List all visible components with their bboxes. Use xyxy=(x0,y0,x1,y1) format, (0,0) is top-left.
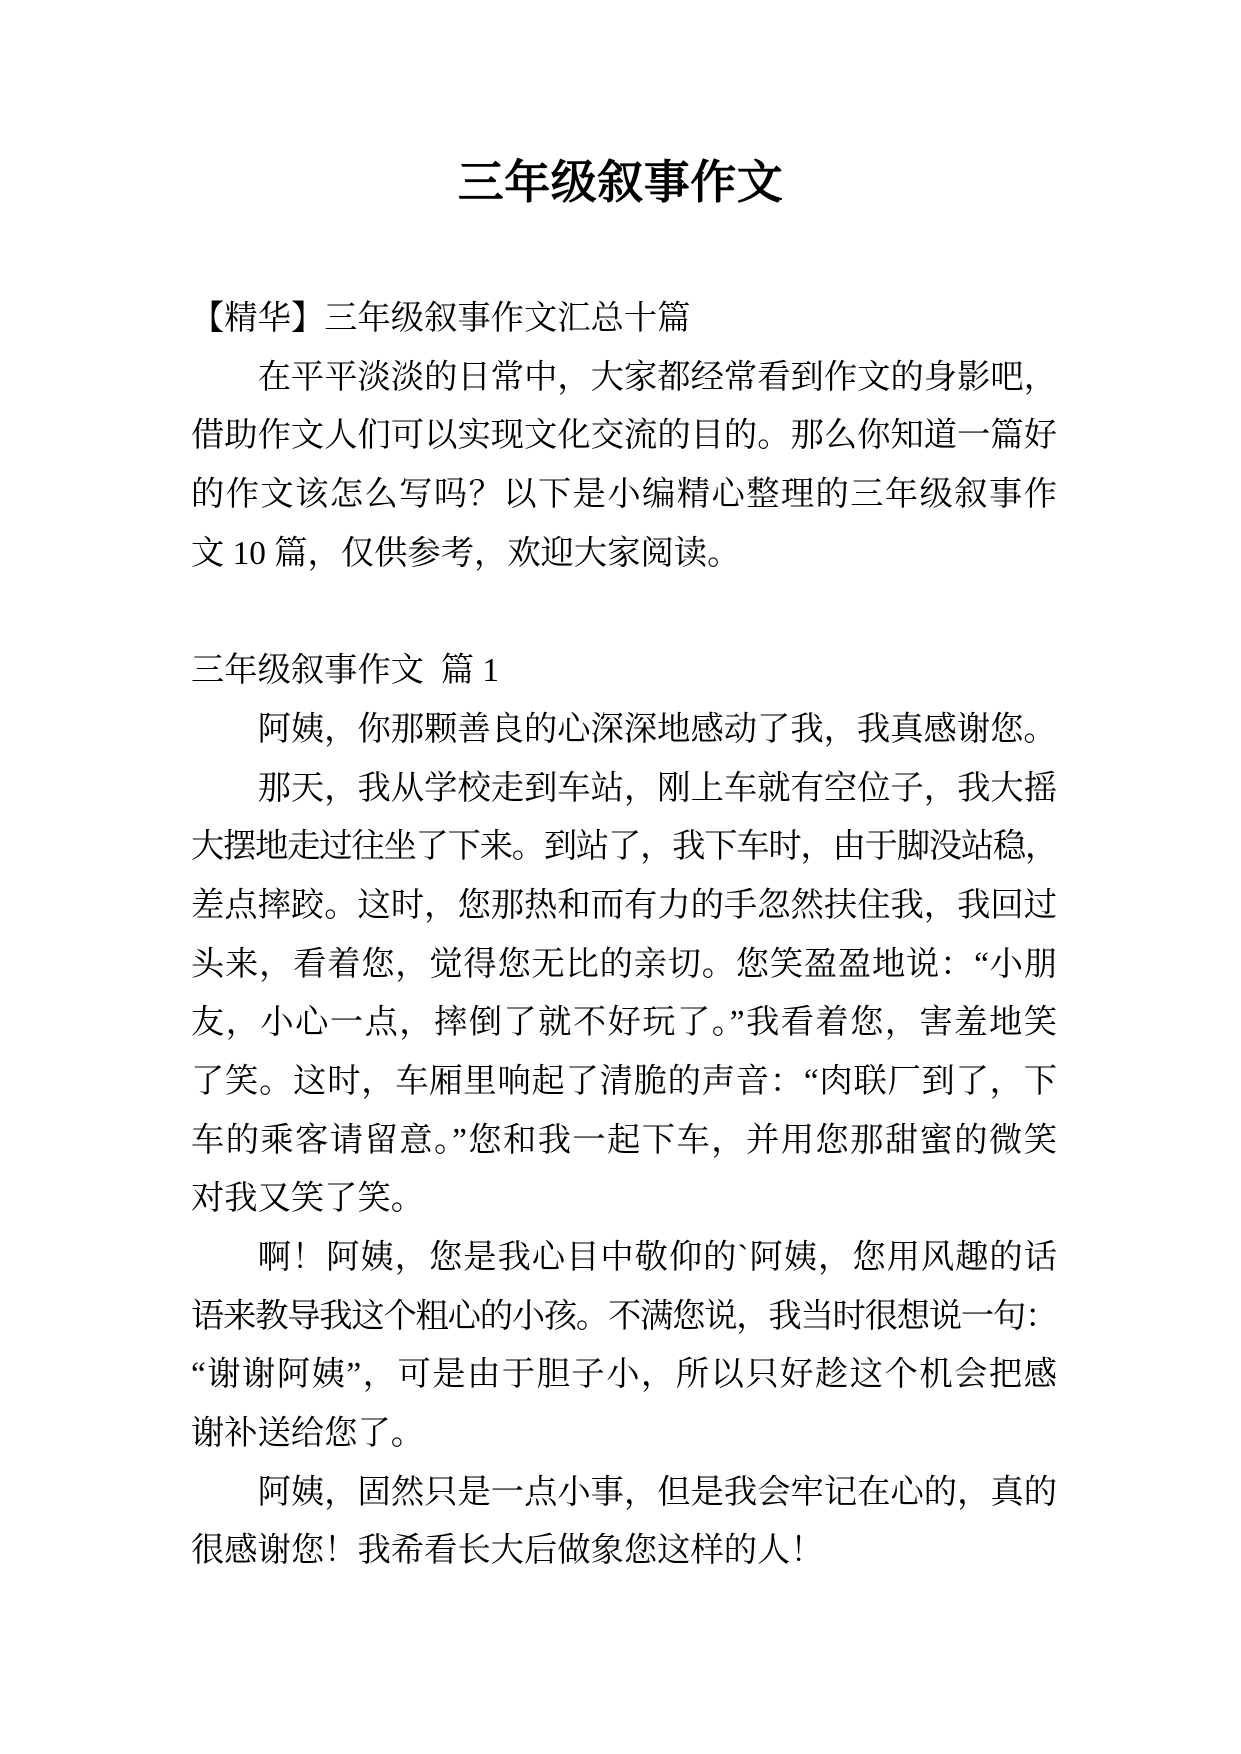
document-body xyxy=(191,290,1057,1581)
paragraph-line: 谢补送给您了。 xyxy=(191,1415,425,1453)
paragraph-line: 差点摔跤。这时，您那热和而有力的手忽然扶住我，我回过 xyxy=(191,886,1057,924)
paragraph-line: 阿姨，固然只是一点小事，但是我会牢记在心的，真的 xyxy=(257,1473,1057,1511)
paragraph-line: 很感谢您！我希看长大后做象您这样的人！ xyxy=(191,1532,824,1570)
paragraph-line: 了笑。这时，车厢里响起了清脆的声音：“肉联厂到了，下 xyxy=(191,1062,1057,1100)
paragraph-line: 阿姨，你那颗善良的心深深地感动了我，我真感谢您。 xyxy=(257,710,1057,748)
intro-line: 在平平淡淡的日常中，大家都经常看到作文的身影吧， xyxy=(257,358,1057,396)
paragraph-line: 语来教导我这个粗心的小孩。不满您说，我当时很想说一句： xyxy=(191,1297,1057,1335)
paragraph-line: “谢谢阿姨”，可是由于胆子小，所以只好趁这个机会把感 xyxy=(191,1356,1057,1394)
paragraph-line: 友，小心一点，摔倒了就不好玩了。”我看着您，害羞地笑 xyxy=(191,1004,1057,1042)
paragraph-line: 对我又笑了笑。 xyxy=(191,1180,425,1218)
intro-line: 借助作文人们可以实现文化交流的目的。那么你知道一篇好 xyxy=(191,417,1057,455)
essay-paragraph xyxy=(191,701,1057,760)
intro-line: 的作文该怎么写吗？以下是小编精心整理的三年级叙事作 xyxy=(191,476,1057,514)
paragraph-line: 那天，我从学校走到车站，刚上车就有空位子，我大摇 xyxy=(257,769,1057,807)
essay-paragraph xyxy=(191,760,1057,1230)
essay-heading: 三年级叙事作文 篇 1 xyxy=(191,652,499,690)
blank-line xyxy=(191,583,1057,642)
intro-paragraph xyxy=(191,349,1057,584)
document-title: 三年级叙事作文 xyxy=(457,157,784,208)
paragraph-line: 大摆地走过往坐了下来。到站了，我下车时，由于脚没站稳， xyxy=(191,828,1057,866)
intro-line: 文 10 篇，仅供参考，欢迎大家阅读。 xyxy=(191,534,741,572)
essay-paragraph xyxy=(191,1464,1057,1581)
paragraph-line: 头来，看着您，觉得您无比的亲切。您笑盈盈地说：“小朋 xyxy=(191,945,1057,983)
paragraph-line: 车的乘客请留意。”您和我一起下车，并用您那甜蜜的微笑 xyxy=(191,1121,1057,1159)
essay-paragraph xyxy=(191,1229,1057,1464)
paragraph-line: 啊！阿姨，您是我心目中敬仰的`阿姨，您用风趣的话 xyxy=(257,1239,1057,1276)
document-subtitle: 【精华】三年级叙事作文汇总十篇 xyxy=(191,300,691,337)
